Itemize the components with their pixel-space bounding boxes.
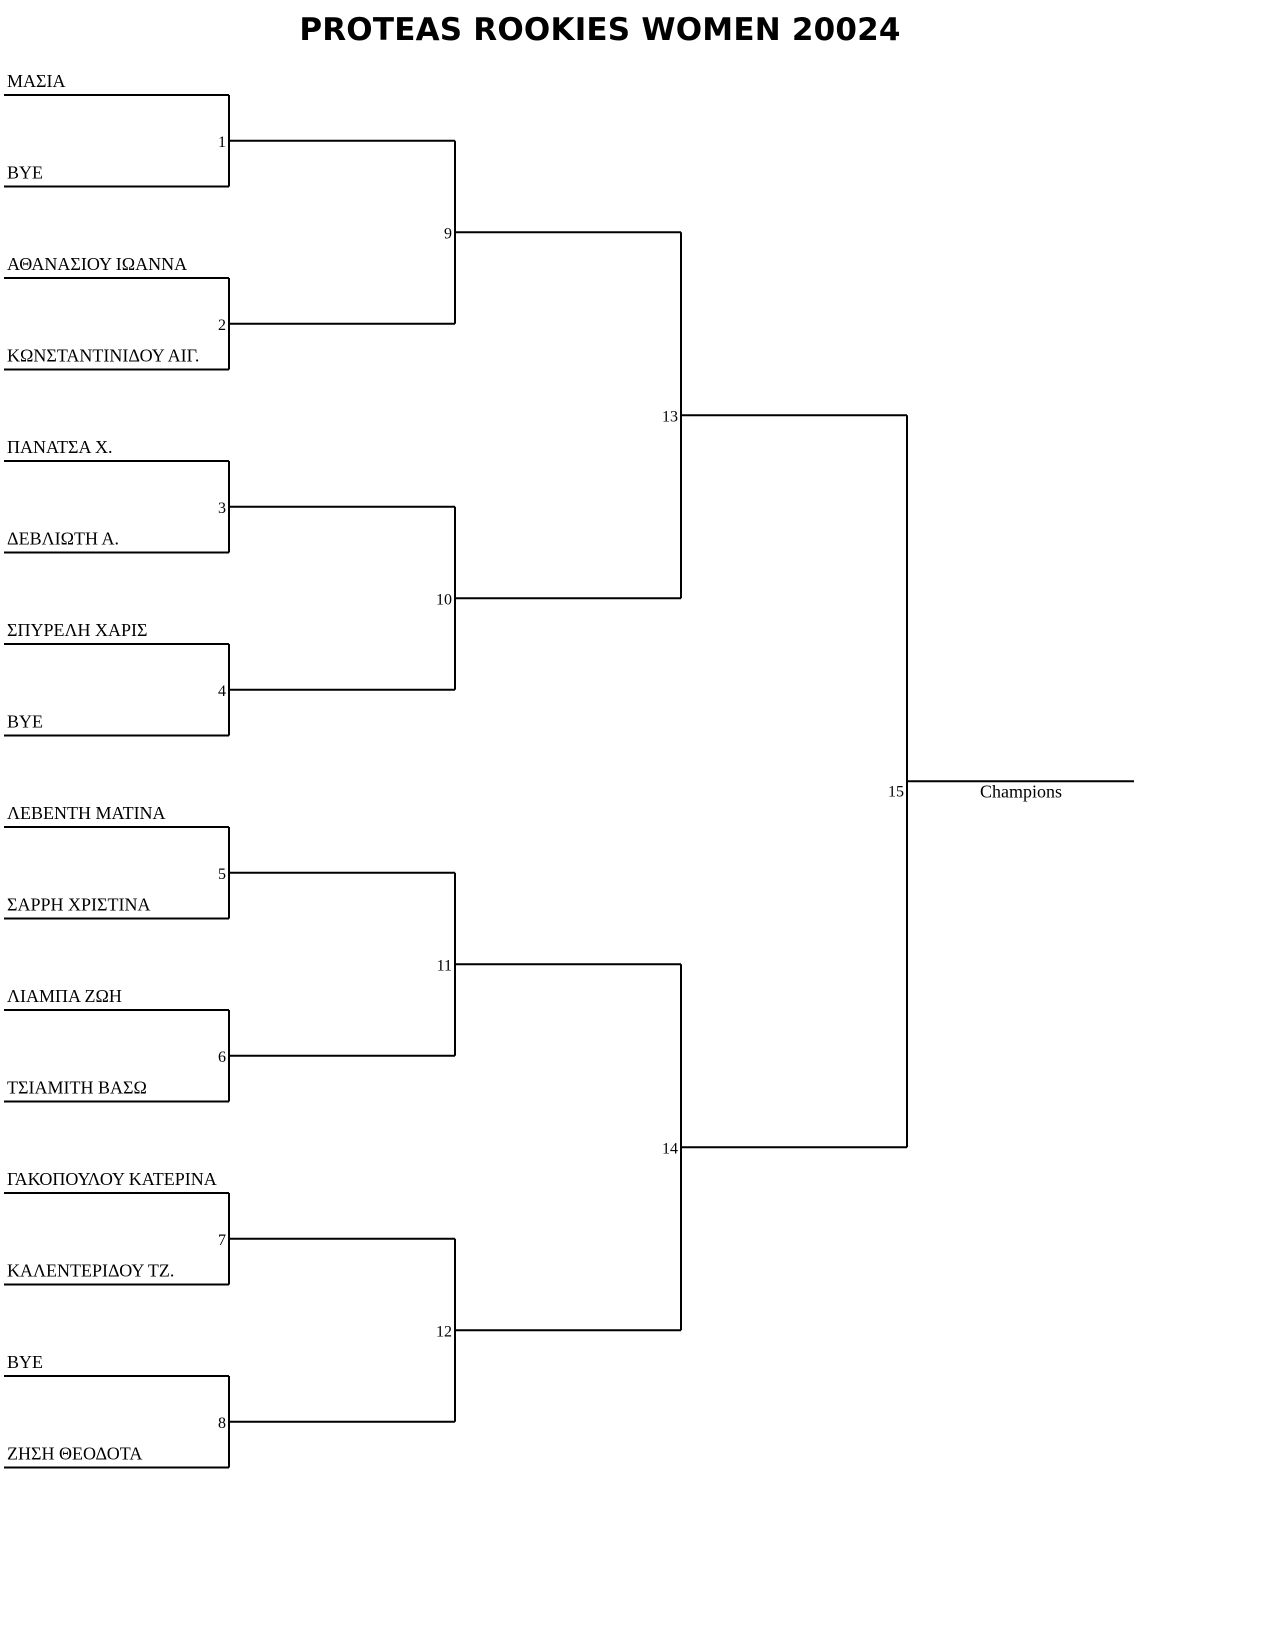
player-name: BYE xyxy=(7,162,43,183)
player-name: ΛΙΑΜΠΑ ΖΩΗ xyxy=(7,986,122,1006)
champions-label: Champions xyxy=(979,781,1063,802)
match-number: 10 xyxy=(436,591,452,609)
player-name: ΛΕΒΕΝΤΗ ΜΑΤΙΝΑ xyxy=(7,803,166,823)
match-number: 8 xyxy=(218,1414,226,1432)
match-number: 3 xyxy=(218,499,226,517)
match-number: 13 xyxy=(662,408,678,426)
match-number: 11 xyxy=(436,957,452,975)
match-number: 14 xyxy=(662,1140,678,1158)
player-name: BYE xyxy=(7,1352,43,1372)
player-name: ΓΑΚΟΠΟΥΛΟΥ ΚΑΤΕΡΙΝΑ xyxy=(7,1169,217,1189)
match-number: 6 xyxy=(218,1048,226,1066)
match-number: 1 xyxy=(218,133,226,151)
player-name: ΚΩΝΣΤΑΝΤΙΝΙΔΟΥ ΑΙΓ. xyxy=(7,345,200,366)
match-number: 15 xyxy=(888,783,904,801)
match-number: 5 xyxy=(218,865,226,883)
match-number: 9 xyxy=(444,225,452,243)
player-name: ΣΑΡΡΗ ΧΡΙΣΤΙΝΑ xyxy=(7,894,151,915)
player-name: ΑΘΑΝΑΣΙΟΥ ΙΩΑΝΝΑ xyxy=(7,254,188,274)
player-name: ΣΠΥΡΕΛΗ ΧΑΡΙΣ xyxy=(7,620,148,640)
player-name: ΠΑΝΑΤΣΑ Χ. xyxy=(7,437,113,457)
player-name: BYE xyxy=(7,711,43,732)
player-name: ΖΗΣΗ ΘΕΟΔΟΤΑ xyxy=(7,1443,143,1464)
match-number: 7 xyxy=(218,1231,226,1249)
player-name: ΔΕΒΛΙΩΤΗ Α. xyxy=(7,528,119,549)
match-number: 12 xyxy=(436,1323,452,1341)
player-name: ΚΑΛΕΝΤΕΡΙΔΟΥ ΤΖ. xyxy=(7,1260,175,1281)
page-title: PROTEAS ROOKIES WOMEN 20024 xyxy=(299,12,901,48)
player-name: ΤΣΙΑΜΙΤΗ ΒΑΣΩ xyxy=(7,1077,147,1098)
match-number: 2 xyxy=(218,316,226,334)
player-name: ΜΑΣΙΑ xyxy=(7,71,66,91)
match-number: 4 xyxy=(218,682,226,700)
